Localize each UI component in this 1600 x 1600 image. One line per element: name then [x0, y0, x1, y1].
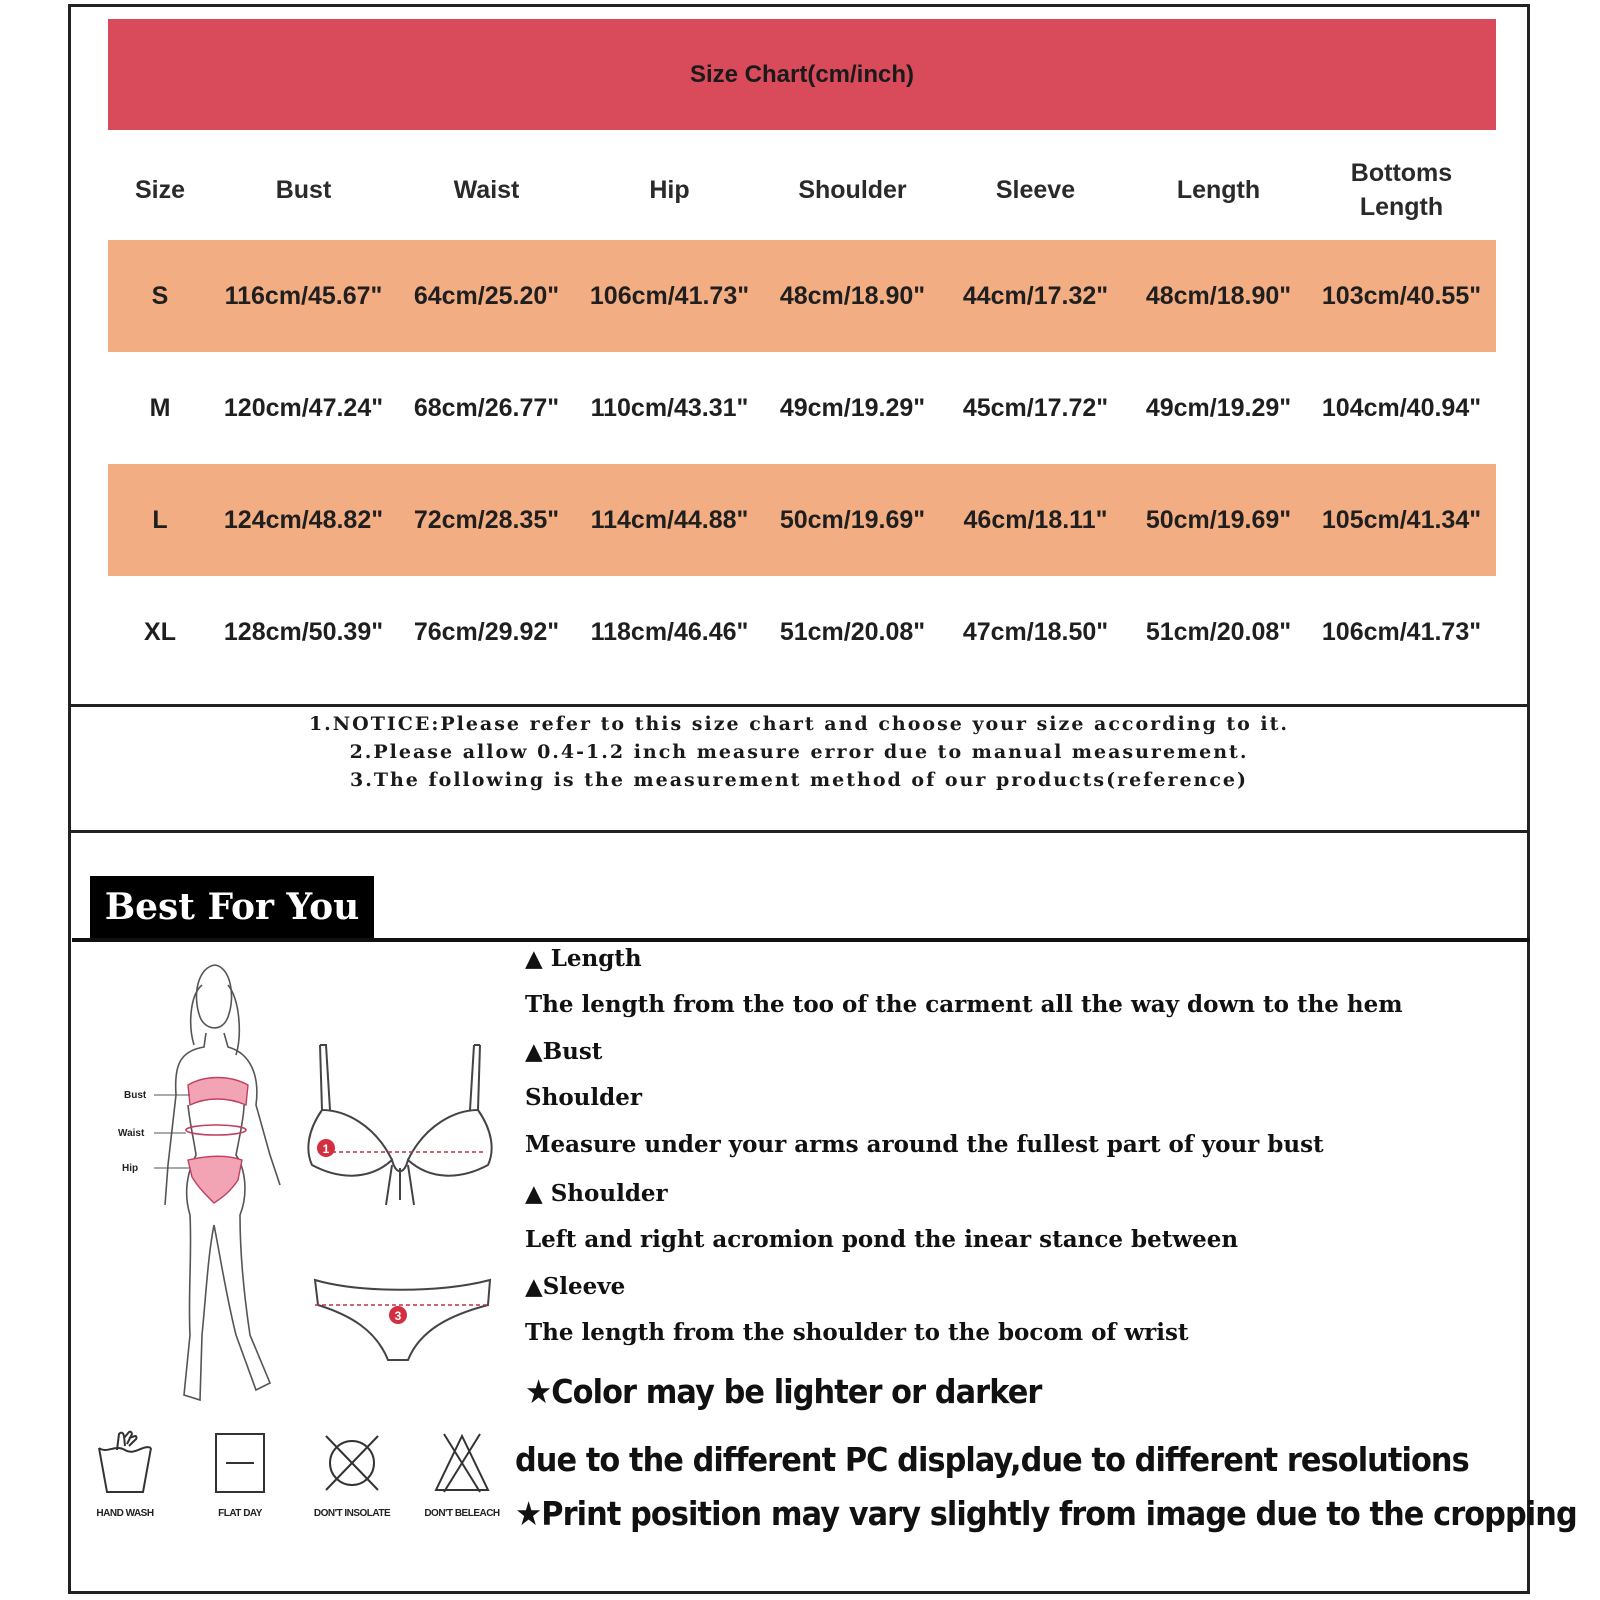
print-note: ★Print position may vary slightly from image due to the cropping [515, 1494, 1577, 1533]
table-cell: 48cm/18.90" [1145, 281, 1292, 310]
table-header-row [108, 140, 1496, 240]
table-cell: 110cm/43.31" [590, 393, 749, 422]
table-cell: 47cm/18.50" [962, 617, 1109, 646]
table-cell: 45cm/17.72" [962, 393, 1109, 422]
table-cell: 49cm/19.29" [1145, 393, 1292, 422]
sleeve-description: The length from the shoulder to the bocom of wrist [525, 1319, 1189, 1346]
table-cell: 68cm/26.77" [413, 393, 560, 422]
table-cell: 103cm/40.55" [1321, 281, 1482, 310]
bust-heading: ▲Bust [525, 1038, 603, 1065]
notice-line: 1.NOTICE:Please refer to this size chart and choose your size according to it. [308, 713, 1290, 735]
bottoms-outline-icon [310, 1275, 495, 1365]
figure-label-hip: Hip [122, 1163, 139, 1174]
care-label: DON'T BELEACH [424, 1508, 500, 1519]
figure-label-bust: Bust [124, 1090, 147, 1101]
notice-line: 3.The following is the measurement method of our products(reference) [349, 769, 1248, 791]
column-header: Waist [453, 176, 520, 204]
care-item-do-not-bleach [407, 1430, 517, 1519]
table-row [108, 240, 1496, 352]
column-header: Hip [649, 176, 690, 204]
bust-subheading: Shoulder [525, 1084, 642, 1111]
care-item-do-not-insolate [297, 1430, 407, 1519]
care-label: HAND WASH [96, 1508, 154, 1519]
size-cell: L [152, 505, 168, 534]
table-cell: 44cm/17.32" [962, 281, 1109, 310]
table-cell: 51cm/20.08" [779, 617, 926, 646]
table-cell: 106cm/41.73" [1321, 617, 1482, 646]
size-chart-title: Size Chart(cm/inch) [108, 19, 1496, 130]
column-header: Bust [275, 176, 332, 204]
notice-line: 2.Please allow 0.4-1.2 inch measure error due to manual measurement. [349, 741, 1249, 763]
size-cell: M [149, 393, 171, 422]
table-cell: 50cm/19.69" [1145, 505, 1292, 534]
table-cell: 118cm/46.46" [590, 617, 749, 646]
marker-1-label: 1 [322, 1142, 330, 1156]
bra-outline-icon [300, 1040, 500, 1215]
marker-3-label: 3 [394, 1309, 402, 1323]
color-note-continued: due to the different PC display,due to different resolutions [515, 1440, 1469, 1479]
table-cell: 50cm/19.69" [779, 505, 926, 534]
care-label: FLAT DAY [218, 1508, 262, 1519]
table-row [108, 576, 1496, 688]
shoulder-heading: ▲ Shoulder [525, 1180, 668, 1207]
divider [68, 830, 1530, 833]
size-cell: S [151, 281, 169, 310]
table-cell: 124cm/48.82" [223, 505, 384, 534]
hand-wash-icon [93, 1430, 157, 1496]
table-cell: 64cm/25.20" [413, 281, 560, 310]
sleeve-heading: ▲Sleeve [525, 1273, 626, 1300]
table-cell: 104cm/40.94" [1321, 393, 1482, 422]
do-not-tumble-icon [320, 1430, 384, 1496]
table-cell: 49cm/19.29" [779, 393, 926, 422]
column-header: Bottoms Length [1350, 159, 1453, 221]
column-header: Size [134, 176, 186, 204]
bust-description: Measure under your arms around the fullest part of your bust [525, 1131, 1324, 1158]
length-heading: ▲ Length [525, 945, 642, 972]
table-cell: 48cm/18.90" [779, 281, 926, 310]
table-cell: 106cm/41.73" [589, 281, 750, 310]
best-for-you-banner: Best For You [90, 876, 374, 938]
notice-block [68, 710, 1530, 794]
shoulder-description: Left and right acromion pond the inear stance between [525, 1226, 1239, 1253]
divider [68, 704, 1530, 707]
table-row [108, 464, 1496, 576]
body-measurement-figure [110, 955, 310, 1415]
table-cell: 105cm/41.34" [1321, 505, 1482, 534]
table-cell: 120cm/47.24" [223, 393, 384, 422]
do-not-bleach-icon [430, 1430, 494, 1496]
care-item-hand-wash [70, 1430, 180, 1519]
figure-label-waist: Waist [118, 1128, 145, 1139]
care-item-flat-dry [185, 1430, 295, 1519]
table-cell: 51cm/20.08" [1145, 617, 1292, 646]
column-header: Length [1176, 176, 1261, 204]
length-description: The length from the too of the carment all the way down to the hem [525, 991, 1403, 1018]
flat-dry-icon [212, 1430, 268, 1496]
color-note: ★Color may be lighter or darker [525, 1372, 1042, 1411]
table-cell: 46cm/18.11" [963, 505, 1108, 534]
table-cell: 76cm/29.92" [413, 617, 560, 646]
table-cell: 72cm/28.35" [413, 505, 560, 534]
table-cell: 128cm/50.39" [223, 617, 384, 646]
table-cell: 114cm/44.88" [590, 505, 749, 534]
table-row [108, 352, 1496, 464]
size-cell: XL [144, 617, 176, 646]
table-cell: 116cm/45.67" [224, 281, 383, 310]
column-header: Shoulder [798, 176, 907, 204]
divider [72, 938, 1530, 942]
care-label: DON'T INSOLATE [313, 1508, 391, 1519]
size-chart-table [108, 140, 1496, 688]
column-header: Sleeve [995, 176, 1076, 204]
